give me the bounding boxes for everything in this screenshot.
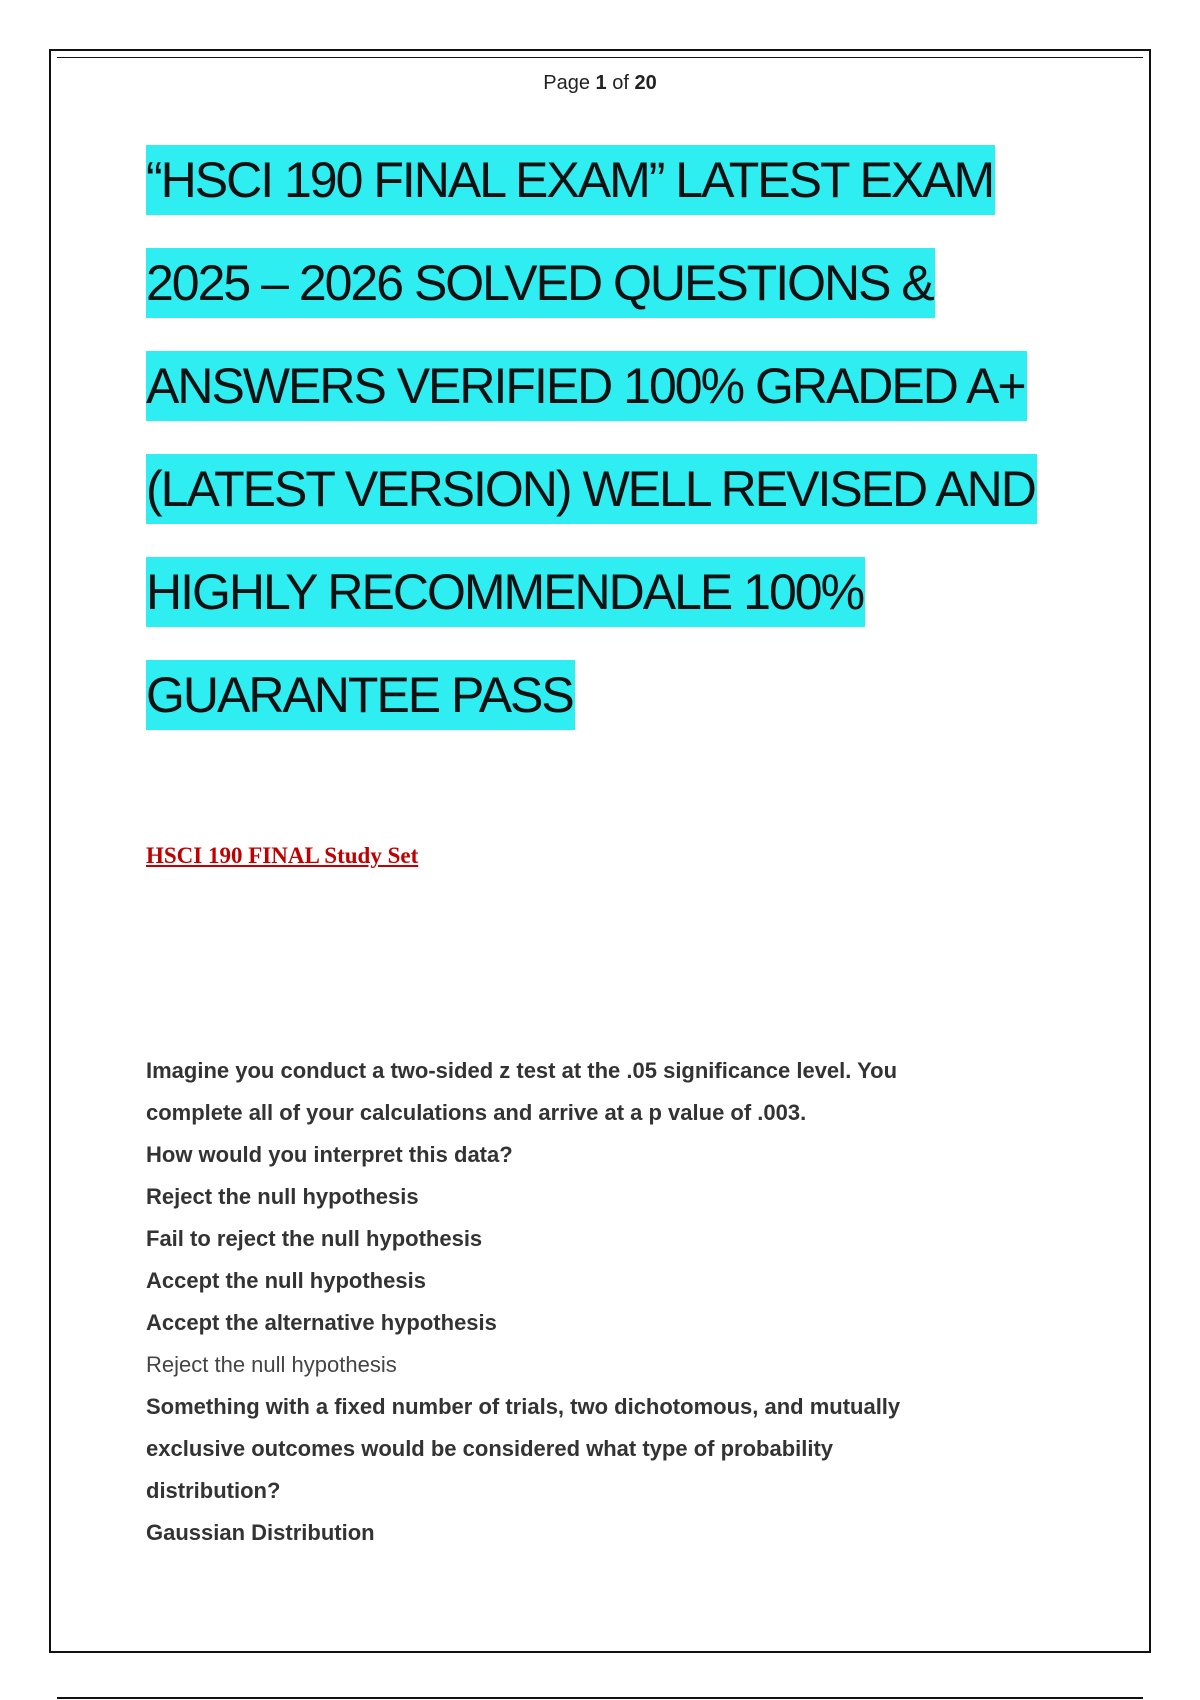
question-text: distribution?: [146, 1478, 281, 1503]
document-title: [146, 145, 1046, 763]
correct-answer: Reject the null hypothesis: [146, 1352, 397, 1377]
title-line: [146, 660, 1046, 763]
title-line: [146, 454, 1046, 557]
title-line-text: “HSCI 190 FINAL EXAM” LATEST EXAM: [146, 145, 995, 215]
title-line-text: HIGHLY RECOMMENDALE 100%: [146, 557, 865, 627]
title-line-text: (LATEST VERSION) WELL REVISED AND: [146, 454, 1037, 524]
answer-option: Reject the null hypothesis: [146, 1184, 419, 1209]
title-line-text: GUARANTEE PASS: [146, 660, 575, 730]
answer-option: Accept the alternative hypothesis: [146, 1310, 497, 1335]
title-line-text: ANSWERS VERIFIED 100% GRADED A+: [146, 351, 1027, 421]
page-top-rule: [57, 57, 1143, 58]
question-text: Something with a fixed number of trials, two dichotomous, and mutually: [146, 1394, 901, 1419]
page-number: [0, 72, 1200, 95]
title-line-text: 2025 – 2026 SOLVED QUESTIONS &: [146, 248, 935, 318]
page-total: 20: [634, 72, 657, 94]
study-set-heading: HSCI 190 FINAL Study Set: [146, 843, 419, 868]
title-line: [146, 248, 1046, 351]
question-text: complete all of your calculations and arrive at a p value of .003.: [146, 1100, 807, 1125]
question-text: exclusive outcomes would be considered what type of probability: [146, 1436, 834, 1461]
title-line: [146, 557, 1046, 660]
title-line: [146, 351, 1046, 454]
title-line: [146, 145, 1046, 248]
next-page-rule: [57, 1697, 1143, 1699]
question-text: How would you interpret this data?: [146, 1142, 513, 1167]
question-text: Imagine you conduct a two-sided z test at the .05 significance level. You: [146, 1058, 898, 1083]
page-of-label: of: [612, 72, 629, 94]
answer-option: Accept the null hypothesis: [146, 1268, 426, 1293]
answer-option: Fail to reject the null hypothesis: [146, 1226, 483, 1251]
page-current: 1: [595, 72, 607, 94]
question-list: [146, 1050, 1026, 1554]
page-label: Page: [543, 72, 590, 94]
answer-option: Gaussian Distribution: [146, 1520, 375, 1545]
